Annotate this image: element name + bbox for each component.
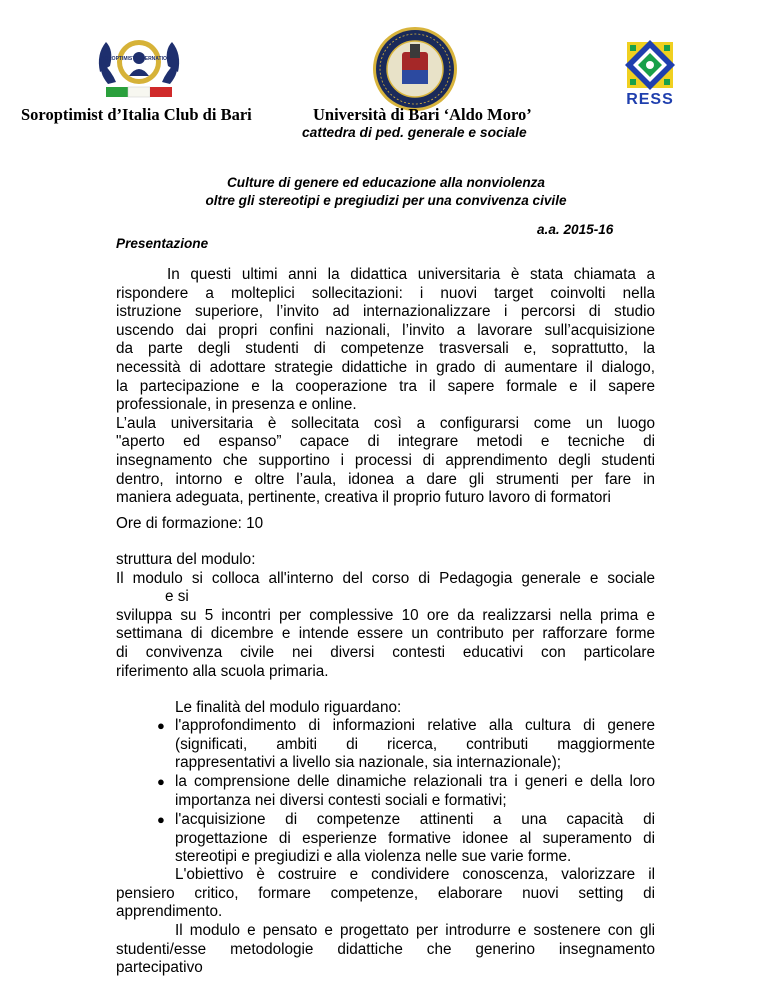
university-seal: [372, 26, 458, 112]
intro-line: L’aula universitaria è sollecitata così a configurarsi come un luogo: [116, 414, 655, 432]
structure-line: di convivenza civile nei diversi contesti educativi con particolare: [116, 643, 655, 661]
document-title-line-1: Culture di genere ed educazione alla nonviolenza: [226, 175, 545, 190]
intro-line: da parte degli studenti di competenze trasversali e, soprattutto, la: [116, 340, 655, 358]
objective-line: pensiero critico, formare competenze, elaborare nuovi setting di: [116, 884, 655, 902]
intro-line: la partecipazione e la cooperazione tra il sapere formale e il sapere: [116, 377, 655, 395]
aim-line: (significati, ambiti di ricerca, contributi maggiormente: [175, 735, 655, 753]
intro-line: insegnamento che supportino i processi di apprendimento degli studenti: [116, 451, 655, 469]
ress-logo-text: RESS: [626, 91, 674, 108]
structure-line: riferimento alla scuola primaria.: [116, 662, 329, 680]
bullet-icon: ●: [157, 718, 165, 733]
structure-paragraph: [116, 551, 655, 681]
closing-line: partecipativo: [116, 959, 203, 977]
soroptimist-logo-lettering: SOROPTIMIST INTERNATIONAL: [100, 56, 178, 62]
aim-line: rappresentativi a livello sia nazionale, sia internazionale);: [175, 754, 562, 772]
intro-line: In questi ultimi anni la didattica universitaria è stata chiamata a: [167, 266, 655, 283]
intro-paragraph: [116, 266, 655, 508]
intro-line: istruzione superiore, l’invito ad internazionalizzare i percorsi di studio: [116, 303, 655, 321]
ress-logo: [612, 40, 688, 110]
aim-line: stereotipi e pregiudizi e alla violenza nelle sue varie forme.: [175, 848, 572, 866]
intro-line: professionale, in presenza e online.: [116, 396, 357, 414]
section-heading: Presentazione: [116, 236, 209, 251]
structure-line: e si: [165, 588, 189, 606]
objective-paragraph: [116, 866, 655, 922]
structure-line: settimana di dicembre e intende essere un contributo per rafforzare forme: [116, 625, 655, 643]
aim-item-1: [175, 717, 655, 773]
structure-line: sviluppa su 5 incontri per complessive 10 ore da realizzarsi nella prima e: [116, 606, 655, 624]
intro-line: uscendo dai propri confini nazionali, l’invito a lavorare sull’acquisizione: [116, 321, 655, 339]
objective-line: apprendimento.: [116, 903, 223, 921]
document-title-line-2: oltre gli stereotipi e pregiudizi per una convivenza civile: [205, 193, 567, 208]
aim-line: importanza nei diversi contesti sociali e formativi;: [175, 791, 507, 809]
closing-line: Il modulo e pensato e progettato per introdurre e sostenere con gli: [175, 922, 655, 939]
aim-line: l'approfondimento di informazioni relative alla cultura di genere: [175, 717, 655, 734]
intro-line: "aperto ed espanso” capace di integrare metodi e tecniche di: [116, 433, 655, 451]
aim-line: l'acquisizione di competenze attinenti a una capacità di: [175, 811, 655, 828]
structure-line: Il modulo si colloca all'interno del corso di Pedagogia generale e sociale: [116, 569, 655, 587]
aims-intro: Le finalità del modulo riguardano:: [175, 699, 402, 716]
closing-line: studenti/esse metodologie didattiche che generino insegnamento: [116, 940, 655, 958]
objective-line: L'obiettivo è costruire e condividere conoscenza, valorizzare il: [175, 866, 655, 883]
aim-line: progettazione di esperienze formative idonee al superamento di: [175, 829, 655, 847]
structure-label: struttura del modulo:: [116, 551, 256, 568]
intro-line: maniera adeguata, pertinente, creativa il proprio futuro lavoro di formatori: [116, 489, 611, 507]
university-label: Università di Bari ‘Aldo Moro’: [313, 105, 532, 124]
intro-line: rispondere a molteplici sollecitazioni: i nuovi target coinvolti nella: [116, 284, 655, 302]
intro-line: dentro, intorno e oltre l’aula, idonea a dare gli strumenti per fare in: [116, 470, 655, 488]
aim-item-2: [175, 773, 655, 810]
intro-line: necessità di adottare strategie didattiche in grado di aumentare il dialogo,: [116, 358, 655, 376]
bullet-icon: ●: [157, 774, 165, 789]
aim-line: la comprensione delle dinamiche relazionali tra i generi e della loro: [175, 773, 655, 790]
soroptimist-club-label: Soroptimist d’Italia Club di Bari: [21, 105, 252, 124]
training-hours: Ore di formazione: 10: [116, 515, 264, 532]
academic-year: a.a. 2015-16: [537, 222, 614, 237]
soroptimist-logo: [92, 32, 186, 100]
bullet-icon: ●: [157, 812, 165, 827]
aim-item-3: [175, 811, 655, 867]
closing-paragraph: [116, 922, 655, 978]
chair-subtitle: cattedra di ped. generale e sociale: [302, 125, 527, 140]
